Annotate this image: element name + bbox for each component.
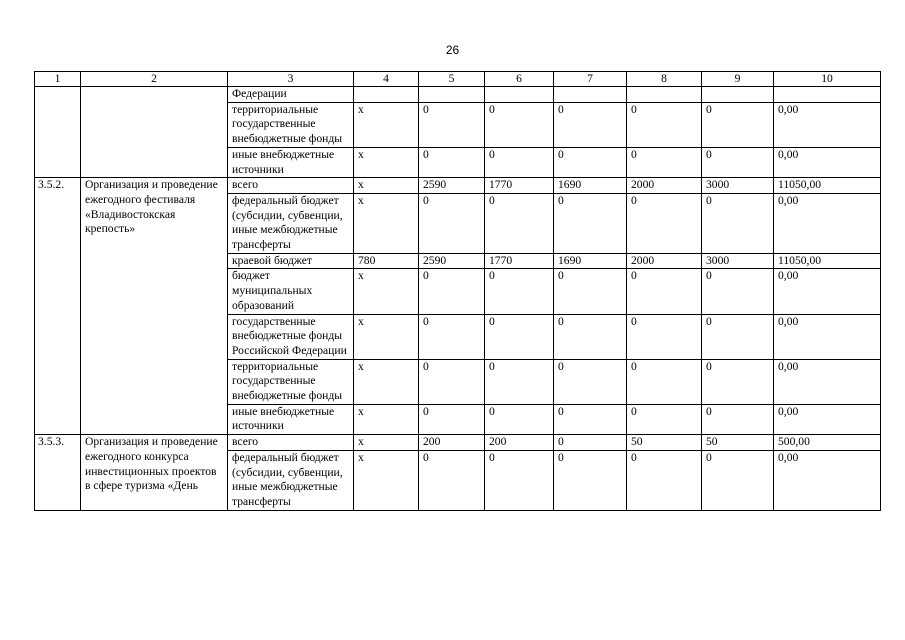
total-cell: 500,00 bbox=[774, 435, 881, 451]
activity-name-cell: Организация и проведение ежегодного фестиваля «Владивостокская крепость» bbox=[81, 178, 228, 435]
value-cell: 0 bbox=[627, 404, 702, 434]
funding-source-cell: территориальные государственные внебюджетные фонды bbox=[228, 102, 354, 147]
column-header: 3 bbox=[228, 72, 354, 87]
funding-source-cell: всего bbox=[228, 178, 354, 194]
value-cell bbox=[485, 87, 554, 103]
column-header: 2 bbox=[81, 72, 228, 87]
value-cell: 0 bbox=[702, 269, 774, 314]
value-cell: x bbox=[354, 193, 419, 253]
value-cell: 50 bbox=[702, 435, 774, 451]
activity-name-cell: Организация и проведение ежегодного конкурса инвестиционных проектов в сфере туризма «День bbox=[81, 435, 228, 511]
value-cell: 0 bbox=[554, 435, 627, 451]
value-cell: 0 bbox=[554, 269, 627, 314]
column-header: 10 bbox=[774, 72, 881, 87]
column-number-row bbox=[35, 72, 881, 87]
value-cell: 50 bbox=[627, 435, 702, 451]
total-cell: 11050,00 bbox=[774, 253, 881, 269]
total-cell: 0,00 bbox=[774, 314, 881, 359]
total-cell: 0,00 bbox=[774, 102, 881, 147]
table-row bbox=[35, 435, 881, 451]
total-cell: 11050,00 bbox=[774, 178, 881, 194]
value-cell: 0 bbox=[419, 314, 485, 359]
value-cell: 0 bbox=[554, 314, 627, 359]
value-cell: 0 bbox=[627, 450, 702, 510]
value-cell: 0 bbox=[419, 404, 485, 434]
value-cell: x bbox=[354, 435, 419, 451]
value-cell: 0 bbox=[419, 269, 485, 314]
value-cell: 780 bbox=[354, 253, 419, 269]
column-header: 9 bbox=[702, 72, 774, 87]
total-cell: 0,00 bbox=[774, 404, 881, 434]
value-cell: 2000 bbox=[627, 178, 702, 194]
value-cell: x bbox=[354, 269, 419, 314]
value-cell: 3000 bbox=[702, 178, 774, 194]
column-header: 6 bbox=[485, 72, 554, 87]
value-cell: 1690 bbox=[554, 178, 627, 194]
value-cell: 0 bbox=[627, 193, 702, 253]
page-number: 26 bbox=[445, 43, 460, 57]
column-header: 1 bbox=[35, 72, 81, 87]
row-number-cell bbox=[35, 87, 81, 178]
value-cell: 0 bbox=[554, 147, 627, 177]
column-header: 4 bbox=[354, 72, 419, 87]
total-cell: 0,00 bbox=[774, 450, 881, 510]
column-header: 8 bbox=[627, 72, 702, 87]
total-cell: 0,00 bbox=[774, 269, 881, 314]
value-cell: 0 bbox=[485, 269, 554, 314]
value-cell: 0 bbox=[419, 193, 485, 253]
value-cell: 1690 bbox=[554, 253, 627, 269]
value-cell: x bbox=[354, 314, 419, 359]
funding-source-cell: государственные внебюджетные фонды Российской Федерации bbox=[228, 314, 354, 359]
value-cell: 0 bbox=[485, 193, 554, 253]
value-cell: 0 bbox=[554, 193, 627, 253]
value-cell: x bbox=[354, 147, 419, 177]
value-cell: 0 bbox=[702, 314, 774, 359]
value-cell: 0 bbox=[485, 450, 554, 510]
value-cell: 0 bbox=[627, 359, 702, 404]
funding-source-cell: Федерации bbox=[228, 87, 354, 103]
budget-table bbox=[34, 71, 881, 511]
value-cell: x bbox=[354, 450, 419, 510]
value-cell: 0 bbox=[702, 193, 774, 253]
value-cell: 1770 bbox=[485, 253, 554, 269]
value-cell: 0 bbox=[702, 404, 774, 434]
value-cell bbox=[419, 87, 485, 103]
row-number-cell: 3.5.3. bbox=[35, 435, 81, 511]
value-cell: 2000 bbox=[627, 253, 702, 269]
total-cell: 0,00 bbox=[774, 147, 881, 177]
value-cell: 0 bbox=[419, 147, 485, 177]
total-cell: 0,00 bbox=[774, 193, 881, 253]
value-cell: 0 bbox=[702, 450, 774, 510]
value-cell: 3000 bbox=[702, 253, 774, 269]
table-row bbox=[35, 87, 881, 103]
value-cell: 0 bbox=[554, 359, 627, 404]
value-cell bbox=[702, 87, 774, 103]
value-cell: 0 bbox=[485, 102, 554, 147]
value-cell bbox=[354, 87, 419, 103]
value-cell: 2590 bbox=[419, 178, 485, 194]
value-cell: 0 bbox=[554, 404, 627, 434]
value-cell: 0 bbox=[702, 359, 774, 404]
value-cell: 0 bbox=[485, 147, 554, 177]
column-header: 5 bbox=[419, 72, 485, 87]
total-cell: 0,00 bbox=[774, 359, 881, 404]
funding-source-cell: бюджет муниципальных образований bbox=[228, 269, 354, 314]
funding-source-cell: иные внебюджетные источники bbox=[228, 404, 354, 434]
value-cell: 2590 bbox=[419, 253, 485, 269]
funding-source-cell: всего bbox=[228, 435, 354, 451]
value-cell: 0 bbox=[702, 102, 774, 147]
funding-source-cell: федеральный бюджет (субсидии, субвенции, иные межбюджетные трансферты bbox=[228, 450, 354, 510]
value-cell: x bbox=[354, 102, 419, 147]
column-header: 7 bbox=[554, 72, 627, 87]
value-cell: 0 bbox=[485, 359, 554, 404]
value-cell: 0 bbox=[627, 314, 702, 359]
value-cell: 0 bbox=[485, 314, 554, 359]
activity-name-cell bbox=[81, 87, 228, 178]
value-cell: 0 bbox=[554, 450, 627, 510]
value-cell: 0 bbox=[554, 102, 627, 147]
value-cell: 0 bbox=[627, 147, 702, 177]
funding-source-cell: территориальные государственные внебюджетные фонды bbox=[228, 359, 354, 404]
total-cell bbox=[774, 87, 881, 103]
value-cell: x bbox=[354, 359, 419, 404]
value-cell: 0 bbox=[419, 359, 485, 404]
value-cell: 200 bbox=[485, 435, 554, 451]
value-cell bbox=[554, 87, 627, 103]
value-cell: 0 bbox=[419, 102, 485, 147]
funding-source-cell: федеральный бюджет (субсидии, субвенции, иные межбюджетные трансферты bbox=[228, 193, 354, 253]
funding-source-cell: иные внебюджетные источники bbox=[228, 147, 354, 177]
table-row bbox=[35, 178, 881, 194]
value-cell: x bbox=[354, 178, 419, 194]
value-cell: 0 bbox=[627, 269, 702, 314]
value-cell: 0 bbox=[419, 450, 485, 510]
value-cell: 0 bbox=[702, 147, 774, 177]
value-cell: 200 bbox=[419, 435, 485, 451]
funding-source-cell: краевой бюджет bbox=[228, 253, 354, 269]
value-cell: 0 bbox=[627, 102, 702, 147]
value-cell: 0 bbox=[485, 404, 554, 434]
value-cell: x bbox=[354, 404, 419, 434]
value-cell: 1770 bbox=[485, 178, 554, 194]
value-cell bbox=[627, 87, 702, 103]
row-number-cell: 3.5.2. bbox=[35, 178, 81, 435]
